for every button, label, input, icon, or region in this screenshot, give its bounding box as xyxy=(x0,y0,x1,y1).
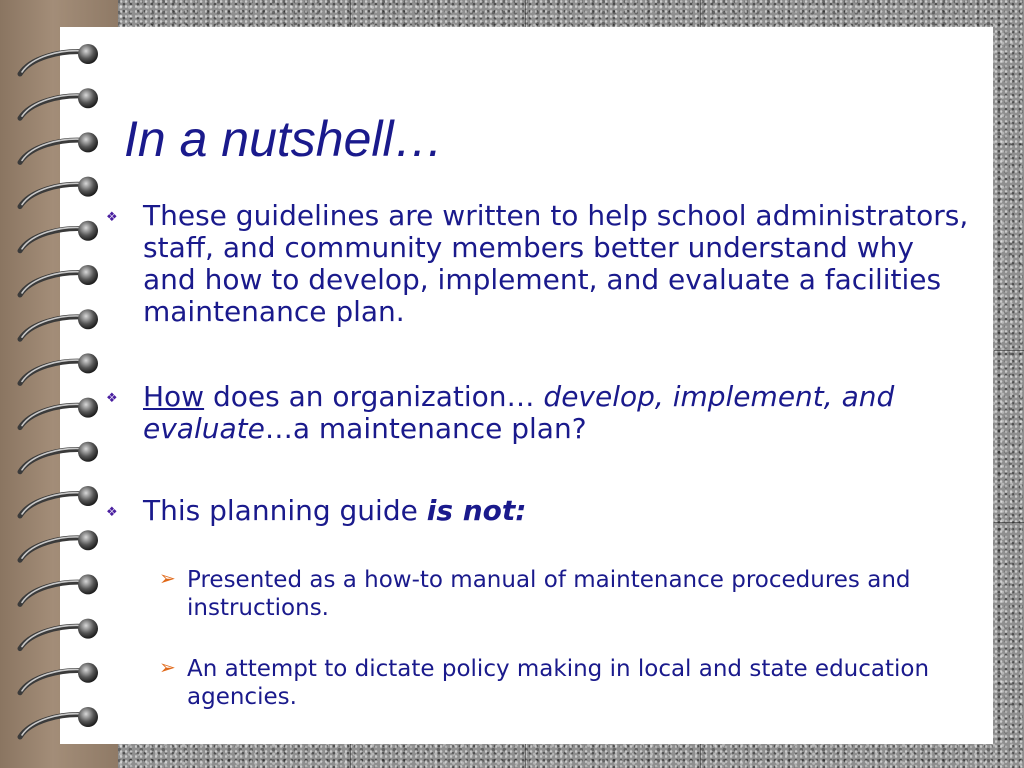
arrow-right-icon: ➢ xyxy=(159,655,176,679)
emphasis-text: is not: xyxy=(426,494,527,527)
diamond-bullet-icon: ❖ xyxy=(106,505,118,520)
diamond-bullet-icon: ❖ xyxy=(106,210,118,225)
arrow-right-icon: ➢ xyxy=(159,566,176,590)
sub-bullet-policy: An attempt to dictate policy making in local and state education agencies. xyxy=(187,656,930,710)
slide-title: In a nutshell… xyxy=(124,111,444,167)
bullet-guidelines: These guidelines are written to help school administrators, staff, and community members better understand why and how to develop, implement, and evaluate a facilities maintenance plan. xyxy=(143,199,969,328)
sub-bullet-manual: Presented as a how-to manual of maintenance procedures and instructions. xyxy=(187,567,911,621)
bullet-not: This planning guide is not: xyxy=(143,494,527,527)
diamond-bullet-icon: ❖ xyxy=(106,391,118,406)
how-underlined: How xyxy=(143,380,205,413)
italic-phrase: develop, implement, and evaluate xyxy=(143,380,895,445)
bullet-how: How does an organization… develop, implement, and evaluate…a maintenance plan? xyxy=(143,380,895,445)
